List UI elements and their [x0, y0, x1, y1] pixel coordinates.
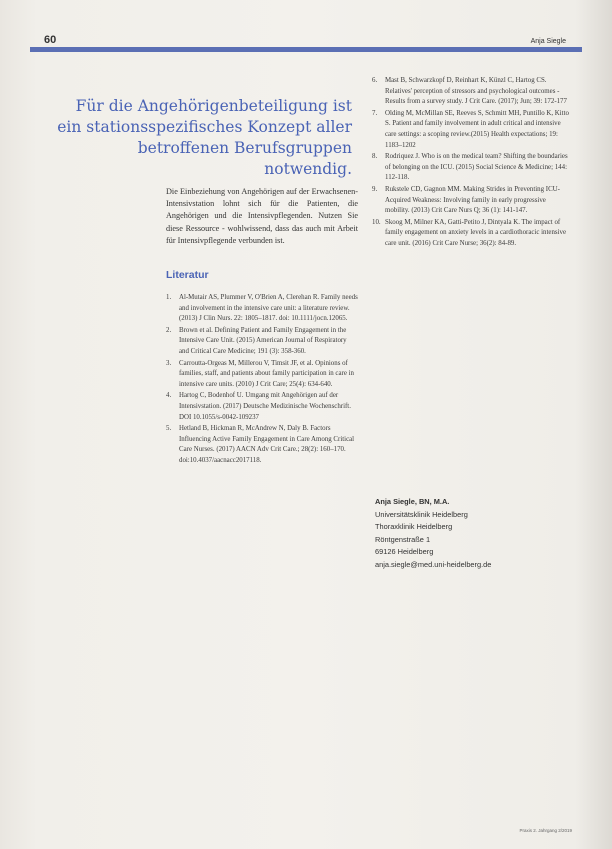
page-header	[0, 0, 612, 56]
page-footer: Praxis 2. Jahrgang 2/2019	[519, 828, 572, 833]
left-column	[166, 186, 358, 468]
pull-quote: Für die Angehörigenbeteiligung ist ein stationsspezifisches Konzept aller betroffenen Berufsgruppen notwendig.	[57, 97, 352, 178]
right-column	[372, 76, 572, 251]
reference-item: 9. Rukstele CD, Gagnon MM. Making Strides in Preventing ICU-Acquired Weakness: Involving family in early progressive mobility. (2013) Crit Care Nurs Q; 36 (1): 141-147.	[372, 185, 560, 215]
author-affiliation-line: Universitätsklinik Heidelberg	[375, 509, 468, 519]
reference-item: 10. Skoog M, Milner KA, Gatti-Petito J, Dintyala K. The impact of family engagement on anxiety levels in a cardiothoracic intensive care unit. (2016) Crit Care Nurse; 36(2): 84-89.	[372, 218, 567, 247]
reference-item: 6. Mast B, Schwarzkopf D, Reinhart K, Künzl C, Hartog CS. Relatives' perception of stressors and psychological outcomes - Results from a survey study. J Crit Care. (2017); Jun; 39: 172-177	[372, 77, 567, 106]
reference-item: 7. Olding M, McMillan SE, Reeves S, Schmitt MH, Puntillo K, Kitto S. Patient and family involvement in adult critical and intensive care settings: a scoping review.(2015) Health expectations; 19: 1183–1202	[372, 109, 569, 149]
header-rule	[30, 47, 582, 52]
author-contact	[375, 496, 575, 572]
author-affiliation-line: Thoraxklinik Heidelberg	[375, 522, 453, 532]
reference-item: 2. Brown et al. Defining Patient and Family Engagement in the Intensive Care Unit. (2015) American Journal of Respiratory and Critical Care Medicine; 191 (3): 358-360.	[166, 326, 347, 355]
reference-item: 5. Hetland B, Hickman R, McAndrew N, Daly B. Factors Influencing Active Family Engagement in Care Among Critical Care Nurses. (2017) AACN Adv Crit Care.; 28(2): 160–170. doi:10.4037/aacnacc2017118.	[166, 425, 355, 464]
literature-heading: Literatur	[166, 269, 209, 282]
author-address-line: Röntgenstraße 1	[375, 534, 431, 544]
intro-paragraph: Die Einbeziehung von Angehörigen auf der Erwachsenen-Intensivstation lohnt sich für die Patienten, die Angehörigen und die Intensivpflegenden. Nutzen Sie diese Ressource - wohlwissend, dass das auch mit Arbeit für Intensivpflegende verbunden ist.	[166, 187, 358, 245]
running-author: Anja Siegle	[530, 38, 566, 45]
author-email[interactable]: anja.siegle@med.uni-heidelberg.de	[375, 559, 492, 569]
reference-list	[166, 293, 358, 467]
reference-item: 3. Carroutta-Orgeas M, Millerou V, Timsit JF, et al. Opinions of families, staff, and patients about family participation in care in intensive care units. (2010) J Crit Care; 25(4): 634-640.	[166, 359, 354, 388]
author-name: Anja Siegle, BN, M.A.	[375, 497, 450, 506]
page-number: 60	[44, 34, 57, 46]
reference-item: 4. Hartog C, Bodenhof U. Umgang mit Angehörigen auf der Intensivstation. (2017) Deutsche Medizinische Wochenschrift. DOI 10.1055/s-0042-109237	[166, 392, 351, 421]
reference-item: 1. Al-Mutair AS, Plummer V, O'Brien A, Clerehan R. Family needs and involvement in the intensive care unit: a literature review. (2013) J Clin Nurs. 22: 1805–1817. doi: 10.1111/jocn.12065.	[166, 294, 358, 323]
reference-item: 8. Rodriquez J. Who is on the medical team? Shifting the boundaries of belonging on the ICU. (2015) Social Science & Medicine; 144: 112-118.	[372, 153, 568, 182]
author-address-line: 69126 Heidelberg	[375, 547, 434, 557]
reference-list-continued	[372, 76, 572, 250]
